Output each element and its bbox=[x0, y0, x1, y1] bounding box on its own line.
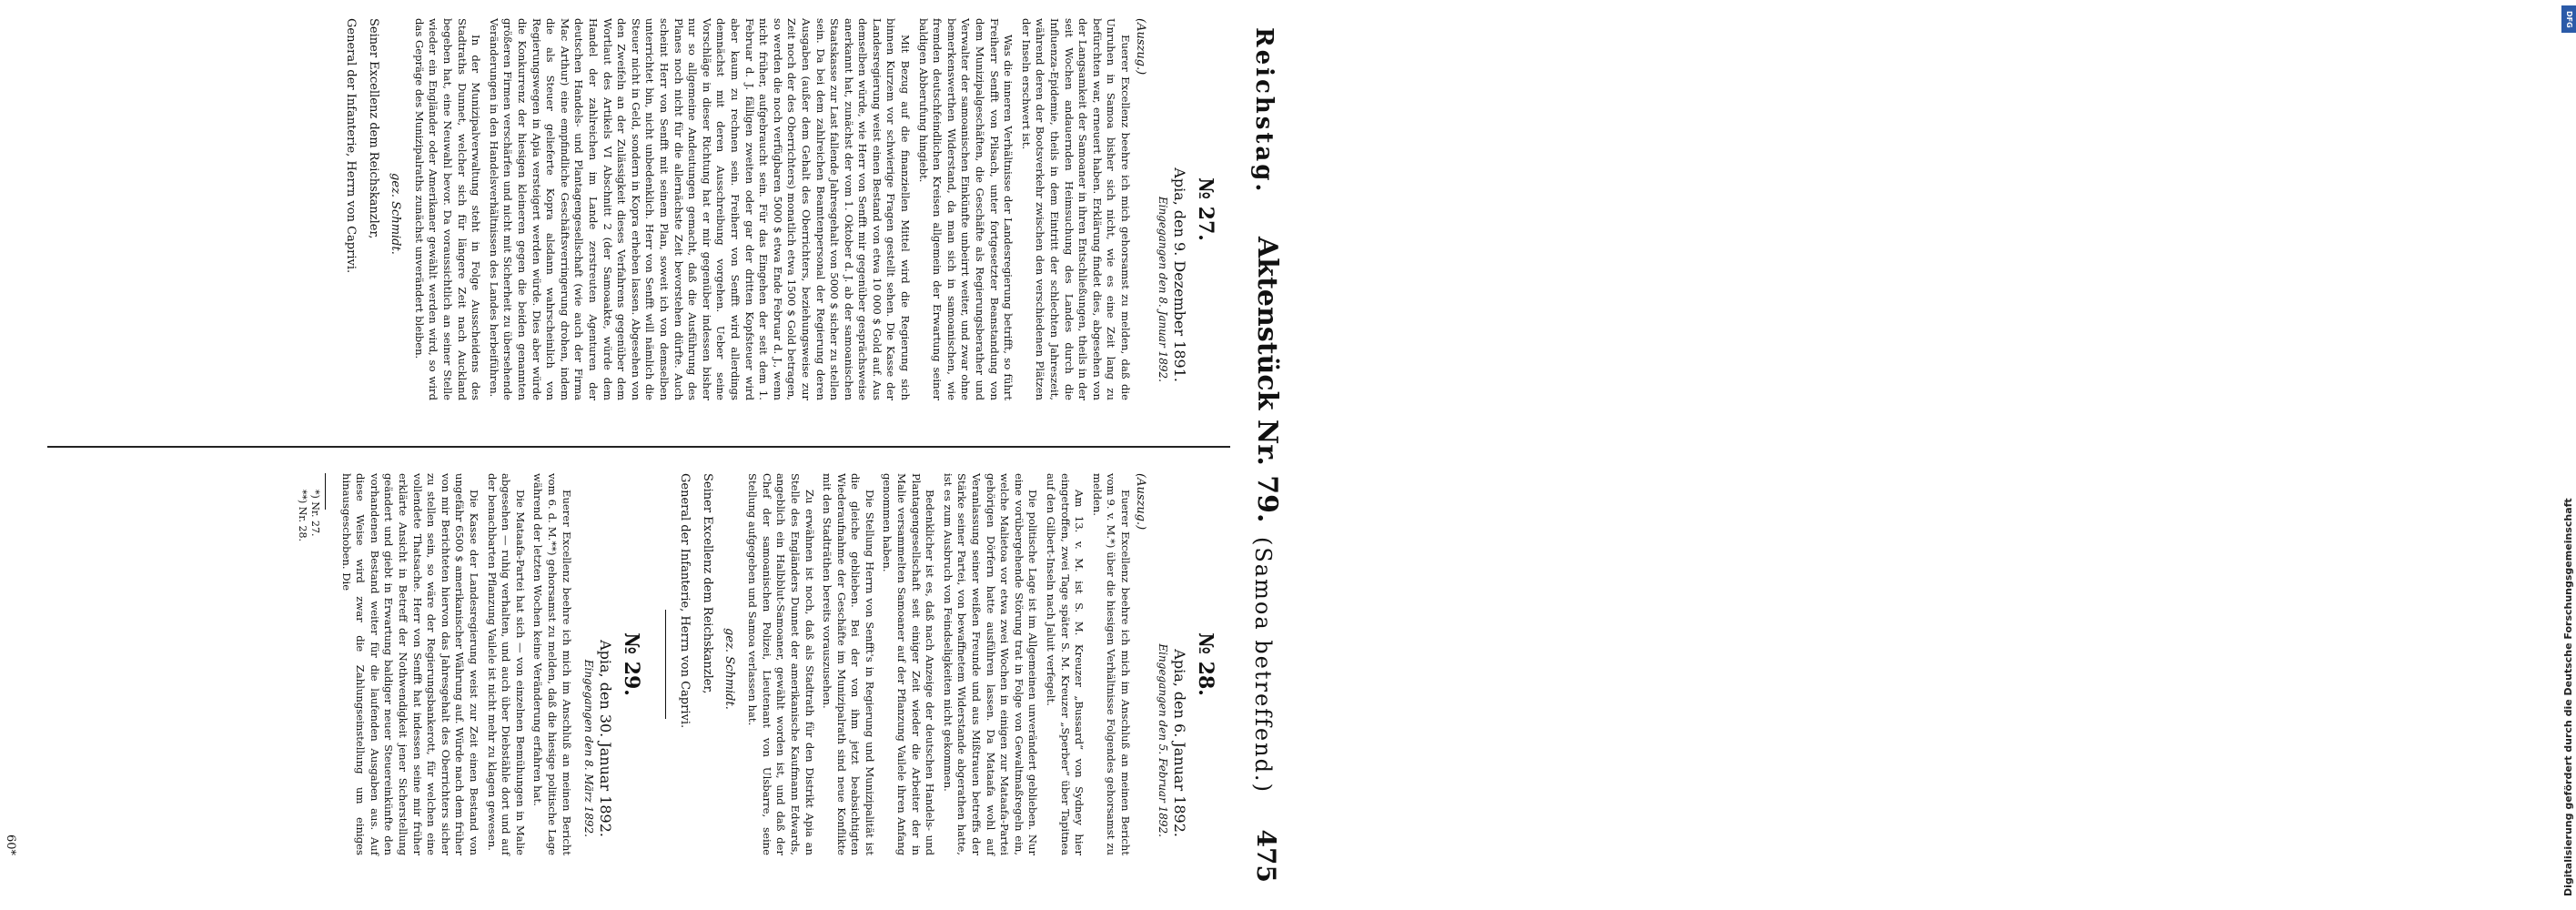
paragraph: Die politische Lage ist im Allgemeinen unverändert geblieben. Nur eine vorübergehende Störung trat in Folge von Gewaltmaßregeln ein, welche Malietoa vor etwa zwei Wochen in einigen zur Mataafa-Partei gehörigen Dörfern hatte ausführen lassen. Da Mataafa wohl auf Veranlassung seiner weißen Freunde und aus Mißtrauen betreffs der Stärke seiner Partei, von bewaffnetem Widerstande abgerathen hatte, ist es zum Ausbruch von Feindseligkeiten nicht gekommen. bbox=[941, 473, 1040, 855]
signature: gez. Schmidt. bbox=[389, 173, 403, 255]
document-number: № 28. bbox=[1194, 632, 1217, 696]
addressee-line: General der Infanterie, Herrn von Caprivi. bbox=[344, 18, 359, 274]
received-date: Eingegangen den 8. März 1892. bbox=[581, 659, 595, 837]
paragraph: Euerer Excellenz beehre ich mich gehorsamst zu melden, daß die Unruhen in Samoa bisher sich nicht, wie es eine Zeit lang zu befürchten war, erneuert haben. Erklärung findet dies, abgesehen von der Langsamkeit der Samoaner in ihren Entschließungen, theils in der seit Wochen andauernden Heimsuchung des Landes durch die Influenza-Epidemie, theils in dem Eintritt der schlechten Jahreszeit, während deren der Bootsverkehr zwischen den verschiedenen Plätzen der Inseln erschwert ist. bbox=[1019, 18, 1132, 400]
signature: gez. Schmidt. bbox=[722, 628, 736, 710]
header-subtitle: (Samoa betreffend.) bbox=[1250, 537, 1276, 794]
footnote: **) Nr. 28. bbox=[297, 490, 309, 541]
received-date: Eingegangen den 5. Februar 1892. bbox=[1157, 643, 1169, 837]
document-number: № 29. bbox=[619, 632, 643, 696]
addressee-line: Seiner Excellenz dem Reichskanzler, bbox=[700, 473, 714, 694]
dfg-logo-icon: DFG bbox=[2561, 5, 2576, 33]
paragraph: Was die inneren Verhältnisse der Landesregierung betrifft, so führt Freiherr Senfft von Pilsach, unter fortgesetzter Beanstandung von dem Munizipalgeschäften, die Geschäfte als Regierungsberather und Verwalter der samoanischen Einkünfte unbeirrt weiter, und zwar ohne bemerkenswerthen Widerstand, da man sich in samoanischen, wie fremden deutschfeindlichen Kreisen allgemein der Erwartung seiner baldigen Abberufung hingiebt. bbox=[916, 18, 1015, 400]
paragraph: Die Mataafa-Partei hat sich — von einzelnen Bemühungen in Malie abgesehen — ruhig verhalten, und auch über Diebstähle dort und auf der benachbarten Pflanzung Vailele ist nicht mehr zu klagen gewesen. bbox=[485, 473, 527, 855]
column-right bbox=[38, 473, 1239, 855]
received-date: Eingegangen den 8. Januar 1892. bbox=[1157, 196, 1169, 382]
paragraph: Die Kasse der Landesregierung weist zur Zeit einen Bestand von ungefähr 6500 $ amerikanischer Währung auf. Würde nach dem früher von mir Berichteten hiervon das Jahresgehalt des Oberrichters sicher zu stellen sein, so wäre der Regierungsbankerott, für welchen eine vollendete Thatsache. Herr von Senfft hat indessen seine mir früher erklärte Ansicht in Betreff der Nothwendigkeit jener Sicherstellung geändert und giebt in Erwartung baldiger neuer Steuereinkünfte den vorhandenen Bestand weiter für die laufenden Ausgaben aus. Auf diese Weise wird zwar die Zahlungseinstellung um einiges hinausgeschoben. Die bbox=[339, 473, 480, 855]
document-number: № 27. bbox=[1194, 177, 1217, 241]
paragraph: Euerer Excellenz beehre ich mich im Anschluß an meinen Bericht vom 9. v. M.*) über die hiesigen Verhältnisse Folgendes gehorsamst zu melden. bbox=[1090, 473, 1132, 855]
document-date: Apia, den 9. Dezember 1891. bbox=[1171, 167, 1188, 382]
document-date: Apia, den 6. Januar 1892. bbox=[1171, 649, 1188, 837]
paragraph: In der Munizipalverwaltung steht in Folge Ausscheidens des Stadtraths Dunnet, welcher sich für längere Zeit nach Auckland begeben hat, eine Neuwahl bevor. Da voraussichtlich an seiner Stelle wieder ein Engländer oder Amerikaner gewählt werden wird, so wird das Gepräge des Munizipalraths zunächst unverändert bleiben. bbox=[412, 18, 483, 400]
paragraph: Die Stellung Herrn von Senfft's in Regierung und Munizipalität ist die gleiche geblieben. Bei der von ihm jetzt beabsichtigten Wiederaufnahme der Geschäfte im Munizipalrath sind neue Konflikte mit den Stadträthen bereits vorauszusehen. bbox=[821, 473, 876, 855]
header-title: Aktenstück Nr. 79. bbox=[1251, 237, 1283, 523]
addressee-line: Seiner Excellenz dem Reichskanzler, bbox=[367, 18, 381, 239]
footnote-rule bbox=[325, 473, 326, 510]
paragraph: Euerer Excellenz beehre ich mich im Anschluß an meinen Bericht vom 6. d. M.**) gehorsamst zu melden, daß die hiesige politische Lage während der letzten Wochen keine Veränderung erfahren hat. bbox=[531, 473, 573, 855]
column-left bbox=[38, 18, 1239, 400]
section-rule bbox=[665, 610, 666, 719]
page-number: 475 bbox=[1251, 829, 1281, 883]
paragraph: Zu erwähnen ist noch, daß als Stadtrath für den Distrikt Apia an Stelle des Engländers Dunnet der amerikanische Kaufmann Edwards, angeblich ein Halbblut-Samoaner, gewählt worden ist, und daß der Chef der samoanischen Polizei, Lieutenant von Ulsbarre, seine Stellung aufgegeben und Samoa verlassen hat. bbox=[746, 473, 816, 855]
excerpt-label: (Auszug.) bbox=[1134, 18, 1147, 76]
sheet-signature-mark: 60* bbox=[4, 834, 17, 855]
digitization-credit: Digitalisierung gefördert durch die Deutsche Forschungsgemeinschaft bbox=[2562, 498, 2574, 896]
footnote: *) Nr. 27. bbox=[309, 490, 322, 537]
excerpt-label: (Auszug.) bbox=[1134, 473, 1147, 531]
paragraph: Mit Bezug auf die finanziellen Mittel wird die Regierung sich binnen Kurzem vor schwierige Fragen gestellt sehen. Die Kasse der Landesregierung weist einen Bestand von etwa 10 000 $ Gold auf. Aus demselben würde, wie Herr von Senfft mir gegenüber gesprächsweise anerkannt hat, zunächst der vom 1. Oktober d. J. ab der samoanischen Staatskasse zur Last fallende Jahresgehalt von 5000 $ sicher zu stellen sein. Da bei dem zahlreichen Beamtenpersonal der Regierung deren Ausgaben (außer dem Gehalt des Oberrichters, beziehungsweise zur Zeit noch der des Oberrichters) monatlich etwa 1500 $ Gold betragen, so werden die noch verfügbaren 5000 $ etwa Ende Februar d. J., wenn nicht früher, aufgebraucht sein. Für das Eingehen der seit dem 1. Februar d. J. fälligen zweiten oder gar der dritten Kopfsteuer wird aber kaum zu rechnen sein. Freiherr von Senfft wird allerdings demnächst mit deren Ausschreibung vorgehen. Ueber seine Vorschläge in dieser Richtung hat er mir gegenüber indessen bisher nur so allgemeine Andeutungen gemacht, daß die Ausführung des Planes noch nicht für die allernächste Zeit bevorstehen dürfte. Auch scheint Herr von Senfft mit seinem Plan, soweit ich von demselben unterrichtet bin, nicht unbedenklich. Herr von Senfft will nämlich die Steuer nicht in Geld, sondern in Kopra erheben lassen. Abgesehen von den Zweifeln an der Zulässigkeit dieses Verfahrens gegenüber dem Wortlaut des Artikels VI Abschnitt 2 (der Samoaakte, würde dem Handel der zahlreichen im Lande zerstreuten Agenturen der deutschen Handels- und Plantagengesellschaft (wie auch der Firma Mac Arthur) eine empfindliche Geschäftsverringerung drohen, indem die als Steuer gelieferte Kopra alsdann wahrscheinlich von Regierungswegen in Apia versteigert werden würde. Dies aber würde die Konkurrenz der hiesigen kleineren gegen die beiden genannten größeren Firmen verschärfen und nicht mit Sicherheit zu übersehende Veränderungen in den Handelsverhältnissen des Landes herbeiführen. bbox=[487, 18, 913, 400]
column-divider bbox=[47, 446, 1230, 448]
document-date: Apia, den 30. Januar 1892. bbox=[596, 640, 614, 837]
addressee-line: General der Infanterie, Herrn von Caprivi. bbox=[677, 473, 692, 729]
paragraph: Am 13. v. M. ist S. M. Kreuzer „Bussard“ von Sydney hier eingetroffen, zwei Tage später S. M. Kreuzer „Sperber“ über Tapitnea auf den Gilbert-Inseln nach Jaluit verfegelt. bbox=[1045, 473, 1086, 855]
header-left: Reichstag. bbox=[1250, 27, 1278, 195]
digitization-strip bbox=[1278, 0, 2574, 910]
paragraph: Bedenklicher ist es, daß nach Anzeige der deutschen Handels- und Plantagengesellschaft seit einiger Zeit wieder die Arbeiter der in Malie versammelten Samoaner auf der Pflanzung Vailele ihren Anfang genommen haben. bbox=[881, 473, 937, 855]
